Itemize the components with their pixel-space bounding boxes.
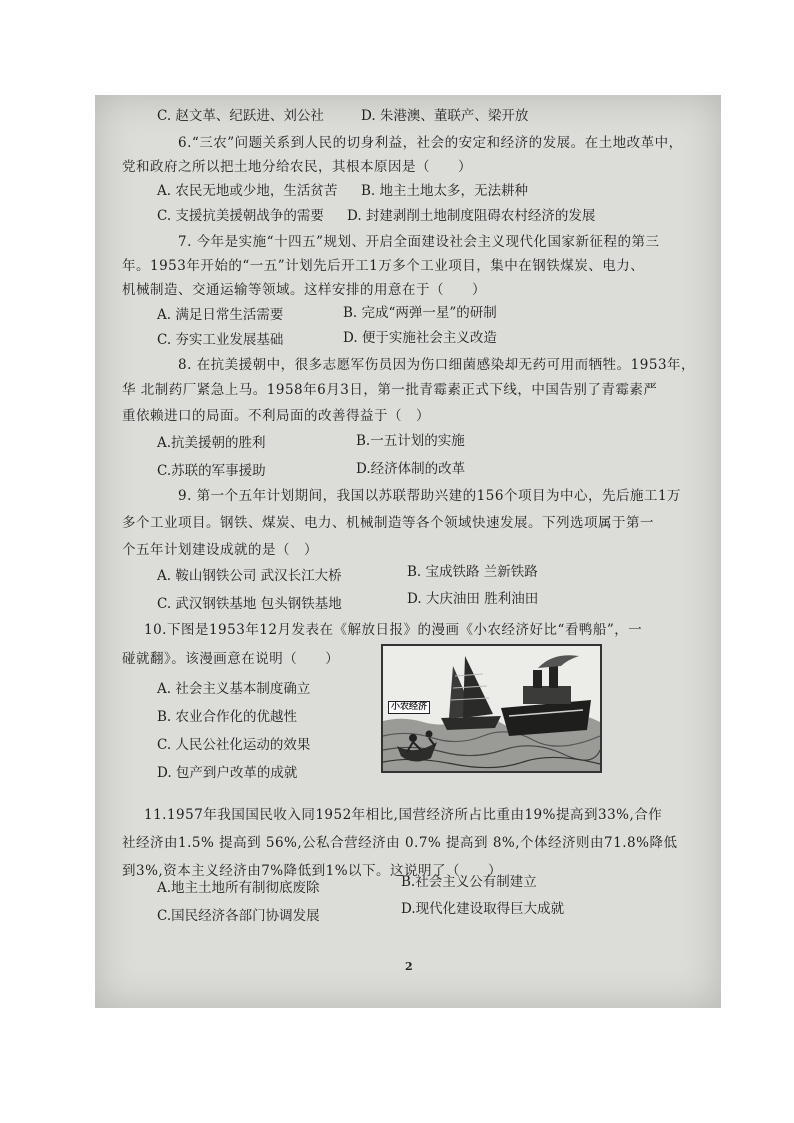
q10-option-d: D. 包产到户改革的成就 [157, 765, 298, 781]
q8-stem-line3: 重依赖进口的局面。不利局面的改善得益于（ ） [122, 408, 430, 424]
q10-option-b: B. 农业合作化的优越性 [157, 709, 298, 725]
q10-cartoon [381, 644, 602, 773]
q7-option-b: B. 完成“两弹一星”的研制 [343, 305, 497, 321]
q8-option-a: A.抗美援朝的胜利 [157, 435, 266, 451]
q7-stem-line3: 机械制造、交通运输等领域。这样安排的用意在于（ ） [122, 282, 486, 298]
q5-option-d: D. 朱港澳、董联产、梁开放 [361, 108, 529, 124]
q9-option-a: A. 鞍山钢铁公司 武汉长江大桥 [157, 568, 342, 584]
q10-option-c: C. 人民公社化运动的效果 [157, 737, 311, 753]
q6-stem-line1: 6.“三农”问题关系到人民的切身利益，社会的安定和经济的发展。在土地改革中， [178, 135, 683, 151]
q9-stem-line3: 个五年计划建设成就的是（ ） [122, 542, 318, 558]
q11-stem-line3: 到3%,资本主义经济由7%降低到1%以下。这说明了（ ） [122, 863, 503, 879]
q10-stem-line1: 10.下图是1953年12月发表在《解放日报》的漫画《小农经济好比“看鸭船”，一 [144, 622, 643, 638]
q7-stem-line1: 7. 今年是实施“十四五”规划、开启全面建设社会主义现代化国家新征程的第三 [178, 234, 660, 250]
q9-option-c: C. 武汉钢铁基地 包头钢铁基地 [157, 596, 342, 612]
q8-option-d: D.经济体制的改革 [356, 461, 466, 477]
q6-stem-line2: 党和政府之所以把土地分给农民，其根本原因是（ ） [122, 159, 472, 175]
q9-option-d: D. 大庆油田 胜利油田 [407, 591, 539, 607]
q7-option-c: C. 夯实工业发展基础 [157, 332, 284, 348]
q8-stem-line1: 8. 在抗美援朝中，很多志愿军伤员因为伤口细菌感染却无药可用而牺牲。1953年， [178, 357, 696, 373]
q7-option-a: A. 满足日常生活需要 [157, 307, 284, 323]
cartoon-sign-label: 小农经济 [388, 701, 430, 714]
q7-option-d: D. 便于实施社会主义改造 [343, 330, 497, 346]
q11-option-a: A.地主土地所有制彻底废除 [157, 880, 320, 896]
q6-option-b: B. 地主土地太多，无法耕种 [361, 183, 529, 199]
q6-option-d: D. 封建剥削土地制度阻碍农村经济的发展 [347, 208, 596, 224]
page-number: 2 [405, 960, 413, 973]
q9-stem-line2: 多个工业项目。钢铁、煤炭、电力、机械制造等各个领域快速发展。下列选项属于第一 [122, 515, 654, 531]
q8-stem-line2: 华 北制药厂紧急上马。1958年6月3日，第一批青霉素正式下线，中国告别了青霉素严 [122, 382, 658, 398]
q8-option-b: B.一五计划的实施 [356, 433, 465, 449]
q6-option-a: A. 农民无地或少地，生活贫苦 [157, 183, 338, 199]
q11-option-c: C.国民经济各部门协调发展 [157, 908, 320, 924]
q5-option-c: C. 赵文革、纪跃进、刘公社 [157, 108, 324, 124]
q11-option-b: B.社会主义公有制建立 [401, 874, 537, 890]
q11-option-d: D.现代化建设取得巨大成就 [401, 901, 565, 917]
q9-stem-line1: 9. 第一个五年计划期间，我国以苏联帮助兴建的156个项目为中心，先后施工1万 [178, 488, 682, 504]
q11-stem-line2: 社经济由1.5% 提高到 56%,公私合营经济由 0.7% 提高到 8%,个体经济则由71.8%降低 [122, 835, 678, 851]
q8-option-c: C.苏联的军事援助 [157, 463, 266, 479]
q7-stem-line2: 年。1953年开始的“一五”计划先后开工1万多个工业项目，集中在钢铁煤炭、电力、 [122, 258, 645, 274]
q10-stem-line2: 碰就翻》。该漫画意在说明（ ） [122, 651, 340, 667]
q10-option-a: A. 社会主义基本制度确立 [157, 681, 311, 697]
q9-option-b: B. 宝成铁路 兰新铁路 [407, 564, 538, 580]
q11-stem-line1: 11.1957年我国国民收入同1952年相比,国营经济所占比重由19%提高到33%,合作 [144, 807, 663, 823]
q6-option-c: C. 支援抗美援朝战争的需要 [157, 208, 324, 224]
